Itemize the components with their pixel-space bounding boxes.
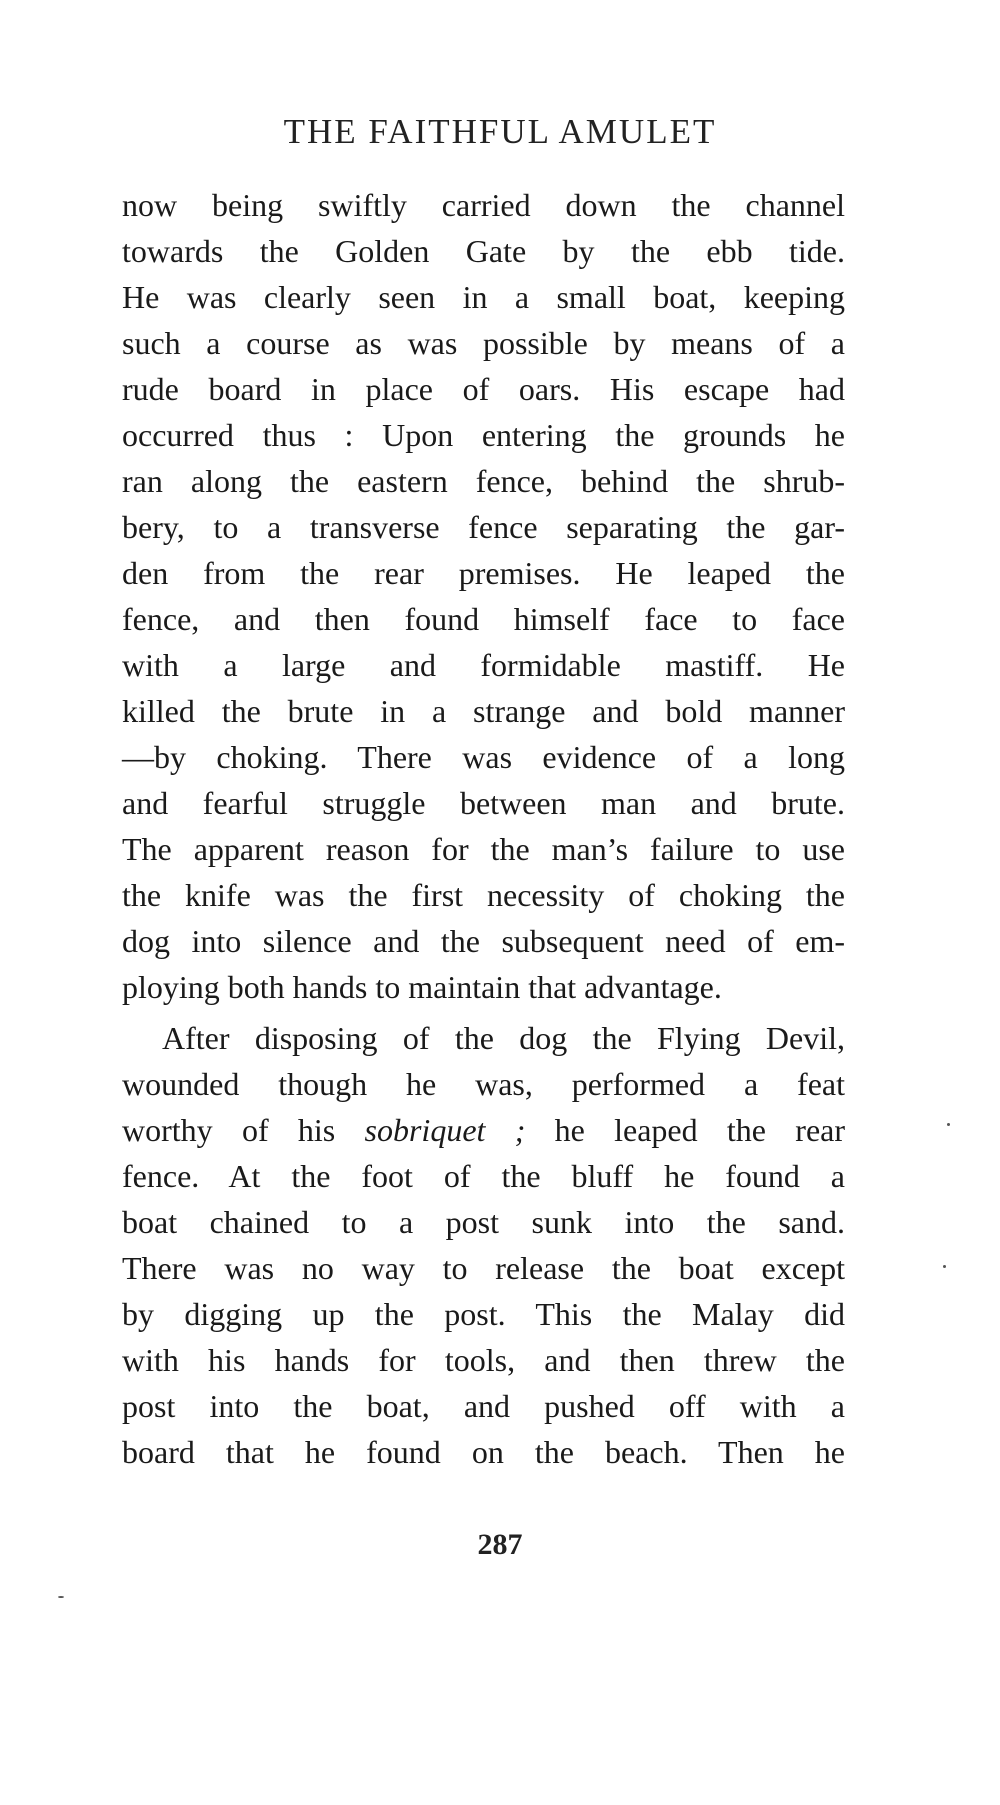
print-speck <box>58 1596 64 1598</box>
italic-word: sobriquet ; <box>364 1112 526 1148</box>
text-line: —by choking. There was evidence of a long <box>122 739 845 775</box>
text-line: by digging up the post. This the Malay did <box>122 1296 845 1332</box>
text-line: and fearful struggle between man and brute. <box>122 785 845 821</box>
paragraph-start-line: After disposing of the dog the Flying Devil, <box>162 1020 845 1056</box>
text-line: dog into silence and the subsequent need of em- <box>122 923 845 959</box>
text-line: ran along the eastern fence, behind the shrub- <box>122 463 845 499</box>
text-line: with a large and formidable mastiff. He <box>122 647 845 683</box>
text-line: killed the brute in a strange and bold manner <box>122 693 845 729</box>
text-line: boat chained to a post sunk into the sand. <box>122 1204 845 1240</box>
text-line: The apparent reason for the man’s failure to use <box>122 831 845 867</box>
text-line: den from the rear premises. He leaped the <box>122 555 845 591</box>
text-line: fence, and then found himself face to face <box>122 601 845 637</box>
print-speck <box>943 1265 946 1268</box>
text-line: rude board in place of oars. His escape had <box>122 371 845 407</box>
text-line: the knife was the first necessity of choking the <box>122 877 845 913</box>
text-line: such a course as was possible by means of a <box>122 325 845 361</box>
page-number: 287 <box>477 1528 523 1561</box>
text-line: with his hands for tools, and then threw the <box>122 1342 845 1378</box>
text-line: ploying both hands to maintain that advantage. <box>122 969 722 1005</box>
running-title: THE FAITHFUL AMULET <box>283 112 717 151</box>
text-line: post into the boat, and pushed off with a <box>122 1388 845 1424</box>
text-line: bery, to a transverse fence separating the gar- <box>122 509 845 545</box>
text-line: wounded though he was, performed a feat <box>122 1066 845 1102</box>
text-line: fence. At the foot of the bluff he found a <box>122 1158 845 1194</box>
text-line: He was clearly seen in a small boat, keeping <box>122 279 845 315</box>
text-line: now being swiftly carried down the channel <box>122 187 845 223</box>
text-line-with-italic <box>122 1107 845 1153</box>
text-segment: he leaped the rear <box>525 1112 846 1148</box>
text-line: occurred thus : Upon entering the grounds he <box>122 417 845 453</box>
text-line: There was no way to release the boat except <box>122 1250 845 1286</box>
text-line: board that he found on the beach. Then he <box>122 1434 845 1470</box>
print-speck <box>947 1123 950 1126</box>
text-line: towards the Golden Gate by the ebb tide. <box>122 233 845 269</box>
text-segment: worthy of his <box>122 1112 365 1148</box>
